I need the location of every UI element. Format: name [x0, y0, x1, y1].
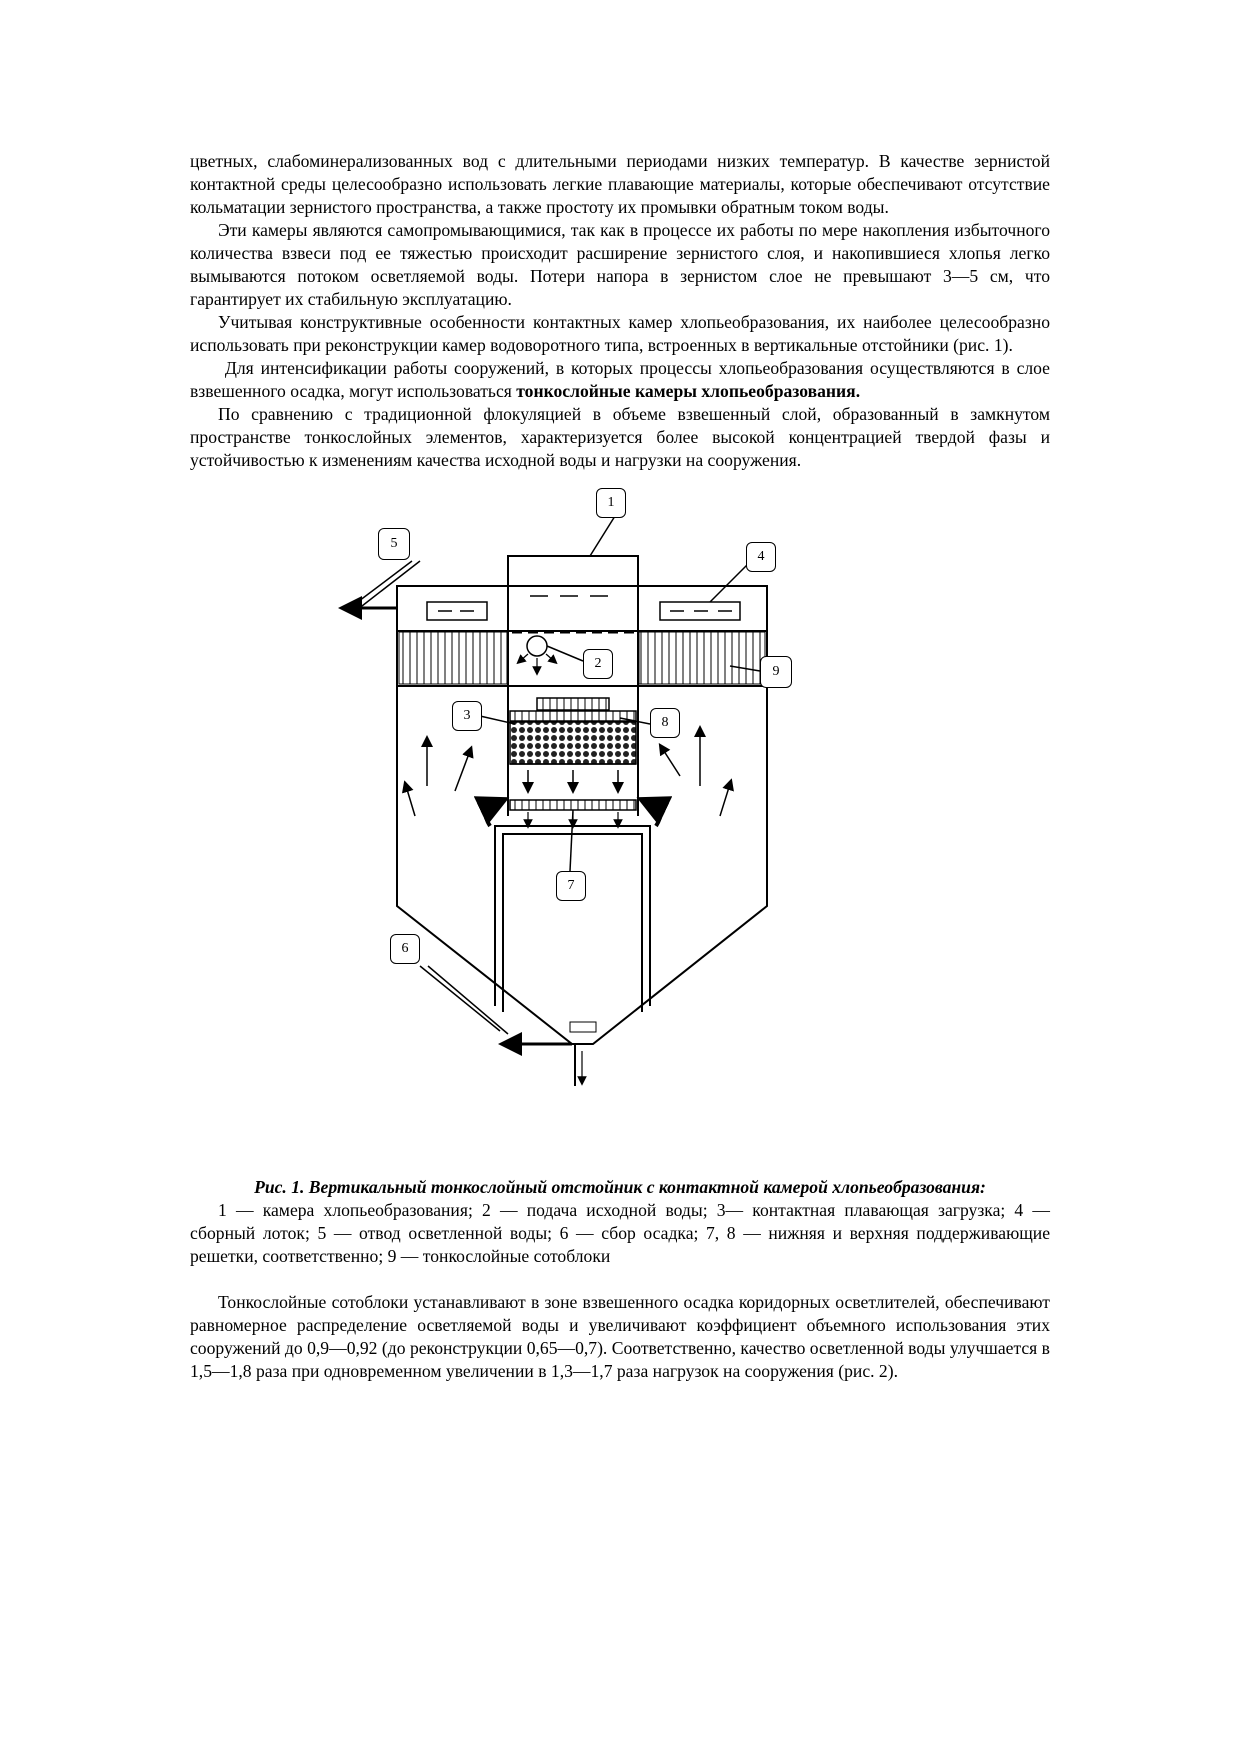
- inlet-circle: [527, 636, 547, 656]
- paragraph-4-bold: тонкослойные камеры хлопьеобразования.: [516, 381, 861, 401]
- callout-label-9: 9: [760, 656, 792, 688]
- callout-label-3: 3: [452, 701, 482, 731]
- lower-grid: [510, 800, 636, 810]
- figure-settler-diagram: [190, 486, 1050, 1176]
- upper-grid: [510, 711, 636, 721]
- figure-caption: Рис. 1. Вертикальный тонкослойный отстойник с контактной камерой хлопьеобразования:: [254, 1177, 986, 1197]
- top-grid: [537, 698, 609, 710]
- document-page: [190, 150, 1050, 1383]
- paragraph-5: По сравнению с традиционной флокуляцией в объеме взвешенный слой, образованный в замкнутом пространстве тонкослойных элементов, характеризуется более высокой концентрацией твердой фазы и устойчивостью к изменениям качества исходной воды и нагрузки на сооружения.: [190, 404, 1050, 470]
- collection-trays: [427, 602, 740, 620]
- paragraph-2: Эти камеры являются самопромывающимися, так как в процессе их работы по мере накопления избыточного количества взвеси под ее тяжестью происходит расширение зернистого слоя, и накопившиеся хлопья легко вымываются потоком осветляемой воды. Потери напора в зернистом слое не превышают 3—5 см, что гарантирует их стабильную эксплуатацию.: [190, 220, 1050, 309]
- inner-channel: [495, 826, 650, 1012]
- paragraph-4-text: Для интенсификации работы сооружений, в которых процессы хлопьеобразования осуществляются в слое взвешенного осадка, могут использоваться: [190, 358, 1050, 401]
- callout-label-7: 7: [556, 871, 586, 901]
- tube-block-left: [399, 632, 507, 684]
- callout-label-5: 5: [378, 528, 410, 560]
- paragraph-6: Тонкослойные сотоблоки устанавливают в зоне взвешенного осадка коридорных осветлителей, обеспечивают равномерное распределение осветляемой воды и увеличивают коэффициент объемного использования этих сооружений до 0,9—0,92 (до реконструкции 0,65—0,7). Соответственно, качество осветленной воды улучшается в 1,5—1,8 раза при одновременном увеличении в 1,3—1,7 раза нагрузок на сооружения (рис. 2).: [190, 1292, 1050, 1381]
- callout-label-8: 8: [650, 708, 680, 738]
- floating-media: [510, 722, 636, 764]
- callout-label-4: 4: [746, 542, 776, 572]
- paragraph-3: Учитывая конструктивные особенности контактных камер хлопьеобразования, их наиболее целесообразно использовать при реконструкции камер водоворотного типа, встроенных в вертикальные отстойники (рис. 1).: [190, 312, 1050, 355]
- tube-block-right: [639, 632, 765, 684]
- callout-label-1: 1: [596, 488, 626, 518]
- paragraph-4: [190, 357, 1050, 403]
- paragraph-1: цветных, слабоминерализованных вод с длительными периодами низких температур. В качестве зернистой контактной среды целесообразно использовать легкие плавающие материалы, которые обеспечивают отсутствие кольматации зернистого пространства, а также простоту их промывки обратным током воды.: [190, 151, 1050, 217]
- figure-legend: 1 — камера хлопьеобразования; 2 — подача исходной воды; 3— контактная плавающая загрузка; 4 — сборный лоток; 5 — отвод осветленной воды; 6 — сбор осадка; 7, 8 — нижняя и верхняя поддерживающие решетки, соответственно; 9 — тонкослойные сотоблоки: [190, 1200, 1050, 1266]
- callout-label-2: 2: [583, 649, 613, 679]
- settler-diagram: [190, 486, 1050, 1176]
- callout-label-6: 6: [390, 934, 420, 964]
